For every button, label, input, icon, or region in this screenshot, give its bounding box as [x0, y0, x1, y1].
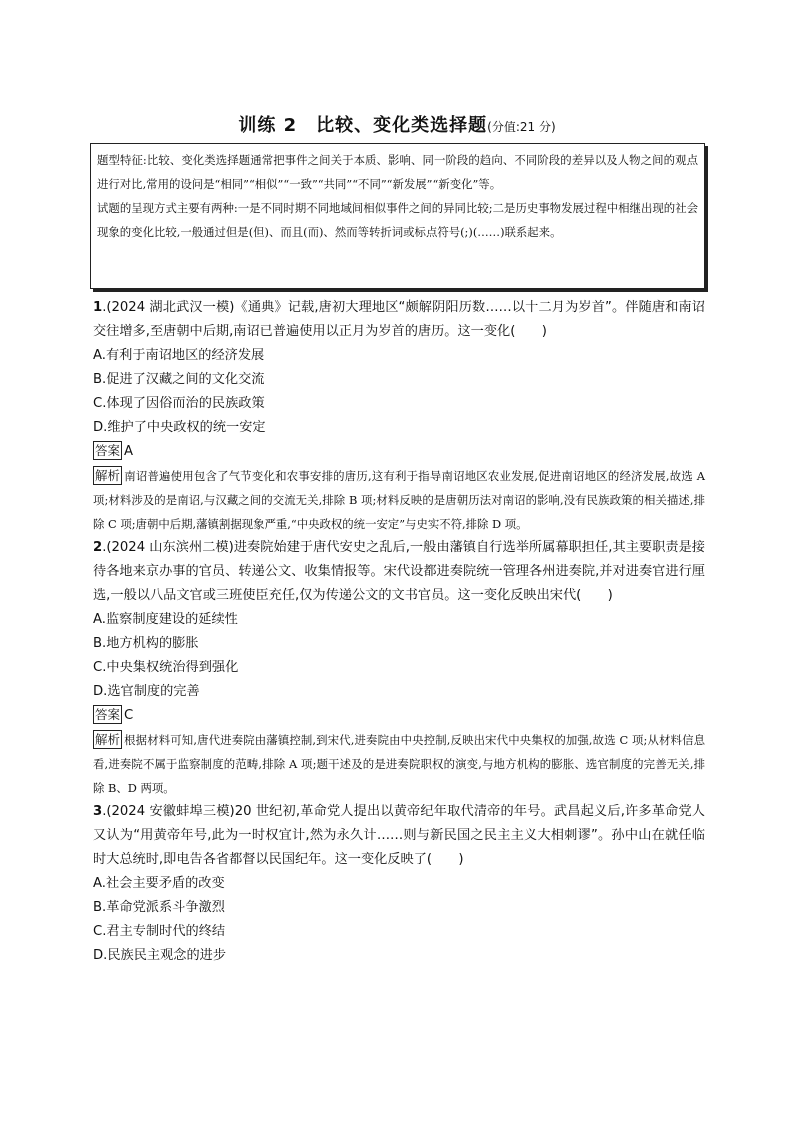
question-text: .(2024 湖北武汉一模)《通典》记载,唐初大理地区“颇解阴阳历数……以十二月为岁首”。伴随唐和南诏交往增多,至唐朝中后期,南诏已普遍使用以正月为岁首的唐历。这一变化( ): [93, 300, 705, 339]
option-b: B.促进了汉藏之间的文化交流: [93, 372, 265, 387]
analysis-text: 根据材料可知,唐代进奏院由藩镇控制,到宋代,进奏院由中央控制,反映出宋代中央集权的加强,故选 C 项;从材料信息看,进奏院不属于监察制度的范畴,排除 A 项;题干述及的是进奏院职权的演变,与地方机构的膨胀、选官制度的完善无关,排除 B、D 两项。: [93, 733, 705, 795]
question-stem: [93, 800, 705, 872]
option-d: D.维护了中央政权的统一安定: [93, 420, 266, 435]
answer-value: A: [124, 444, 134, 459]
analysis-paragraph: [93, 728, 705, 800]
option-b: B.地方机构的膨胀: [93, 636, 199, 651]
option-c: C.体现了因俗而治的民族政策: [93, 396, 265, 411]
option-a: A.监察制度建设的延续性: [93, 612, 238, 627]
title-main: 训练 2 比较、变化类选择题: [238, 115, 488, 136]
title-score: (分值:21 分): [487, 120, 556, 134]
option-c: C.君主专制时代的终结: [93, 924, 226, 939]
question-1: [93, 296, 705, 536]
intro-paragraph-features: 题型特征:比较、变化类选择题通常把事件之间关于本质、影响、同一阶段的趋向、不同阶段的差异以及人物之间的观点进行对比,常用的设问是“相同”“相似”“一致”“共同”“不同”“新发展”“新变化”等。: [97, 153, 698, 191]
analysis-tag: 解析: [95, 732, 121, 747]
option-a: A.社会主要矛盾的改变: [93, 876, 225, 891]
answer-tag: 答案: [95, 707, 121, 722]
question-stem: [93, 296, 705, 344]
question-number: 1: [93, 300, 103, 315]
question-number: 3: [93, 804, 103, 819]
analysis-tag: 解析: [95, 468, 121, 483]
question-text: .(2024 安徽蚌埠三模)20 世纪初,革命党人提出以黄帝纪年取代清帝的年号。武昌起义后,许多革命党人又认为“用黄帝年号,此为一时权宜计,然为永久计……则与新民国之民主主义大相刺谬”。孙中山在就任临时大总统时,即电告各省都督以民国纪年。这一变化反映了( ): [93, 804, 705, 867]
page-title: [0, 111, 794, 137]
question-2: [93, 536, 705, 800]
question-text: .(2024 山东滨州二模)进奏院始建于唐代安史之乱后,一般由藩镇自行选举所属幕职担任,其主要职责是接待各地来京办事的官员、转递公文、收集情报等。宋代设都进奏院统一管理各州进奏院,并对进奏官进行厘选,一般以八品文官或三班使臣充任,仅为传递公文的文书官员。这一变化反映出宋代( ): [93, 540, 705, 603]
answer-line: [93, 704, 705, 728]
option-d: D.选官制度的完善: [93, 684, 200, 699]
question-number: 2: [93, 540, 103, 555]
option-c: C.中央集权统治得到强化: [93, 660, 239, 675]
questions-list: [93, 296, 705, 968]
analysis-paragraph: [93, 464, 705, 536]
analysis-text: 南诏普遍使用包含了气节变化和农事安排的唐历,这有利于指导南诏地区农业发展,促进南诏地区的经济发展,故选 A 项;材料涉及的是南诏,与汉藏之间的交流无关,排除 B 项;材料反映的是唐朝历法对南诏的影响,没有民族政策的相关描述,排除 C 项;唐朝中后期,藩镇割据现象严重,“中央政权的统一安定”与史实不符,排除 D 项。: [93, 469, 705, 531]
answer-tag: 答案: [95, 443, 121, 458]
answer-value: C: [124, 708, 134, 723]
option-b: B.革命党派系斗争激烈: [93, 900, 225, 915]
intro-paragraph-presentation: 试题的呈现方式主要有两种:一是不同时期不同地域间相似事件之间的异同比较;二是历史事物发展过程中相继出现的社会现象的变化比较,一般通过但是(但)、而且(而)、然而等转折词或标点符号(;)(……)联系起来。: [97, 201, 698, 239]
option-d: D.民族民主观念的进步: [93, 948, 227, 963]
question-3: [93, 800, 705, 968]
option-a: A.有利于南诏地区的经济发展: [93, 348, 265, 363]
question-type-intro-box: [90, 143, 705, 289]
question-stem: [93, 536, 705, 608]
answer-line: [93, 440, 705, 464]
